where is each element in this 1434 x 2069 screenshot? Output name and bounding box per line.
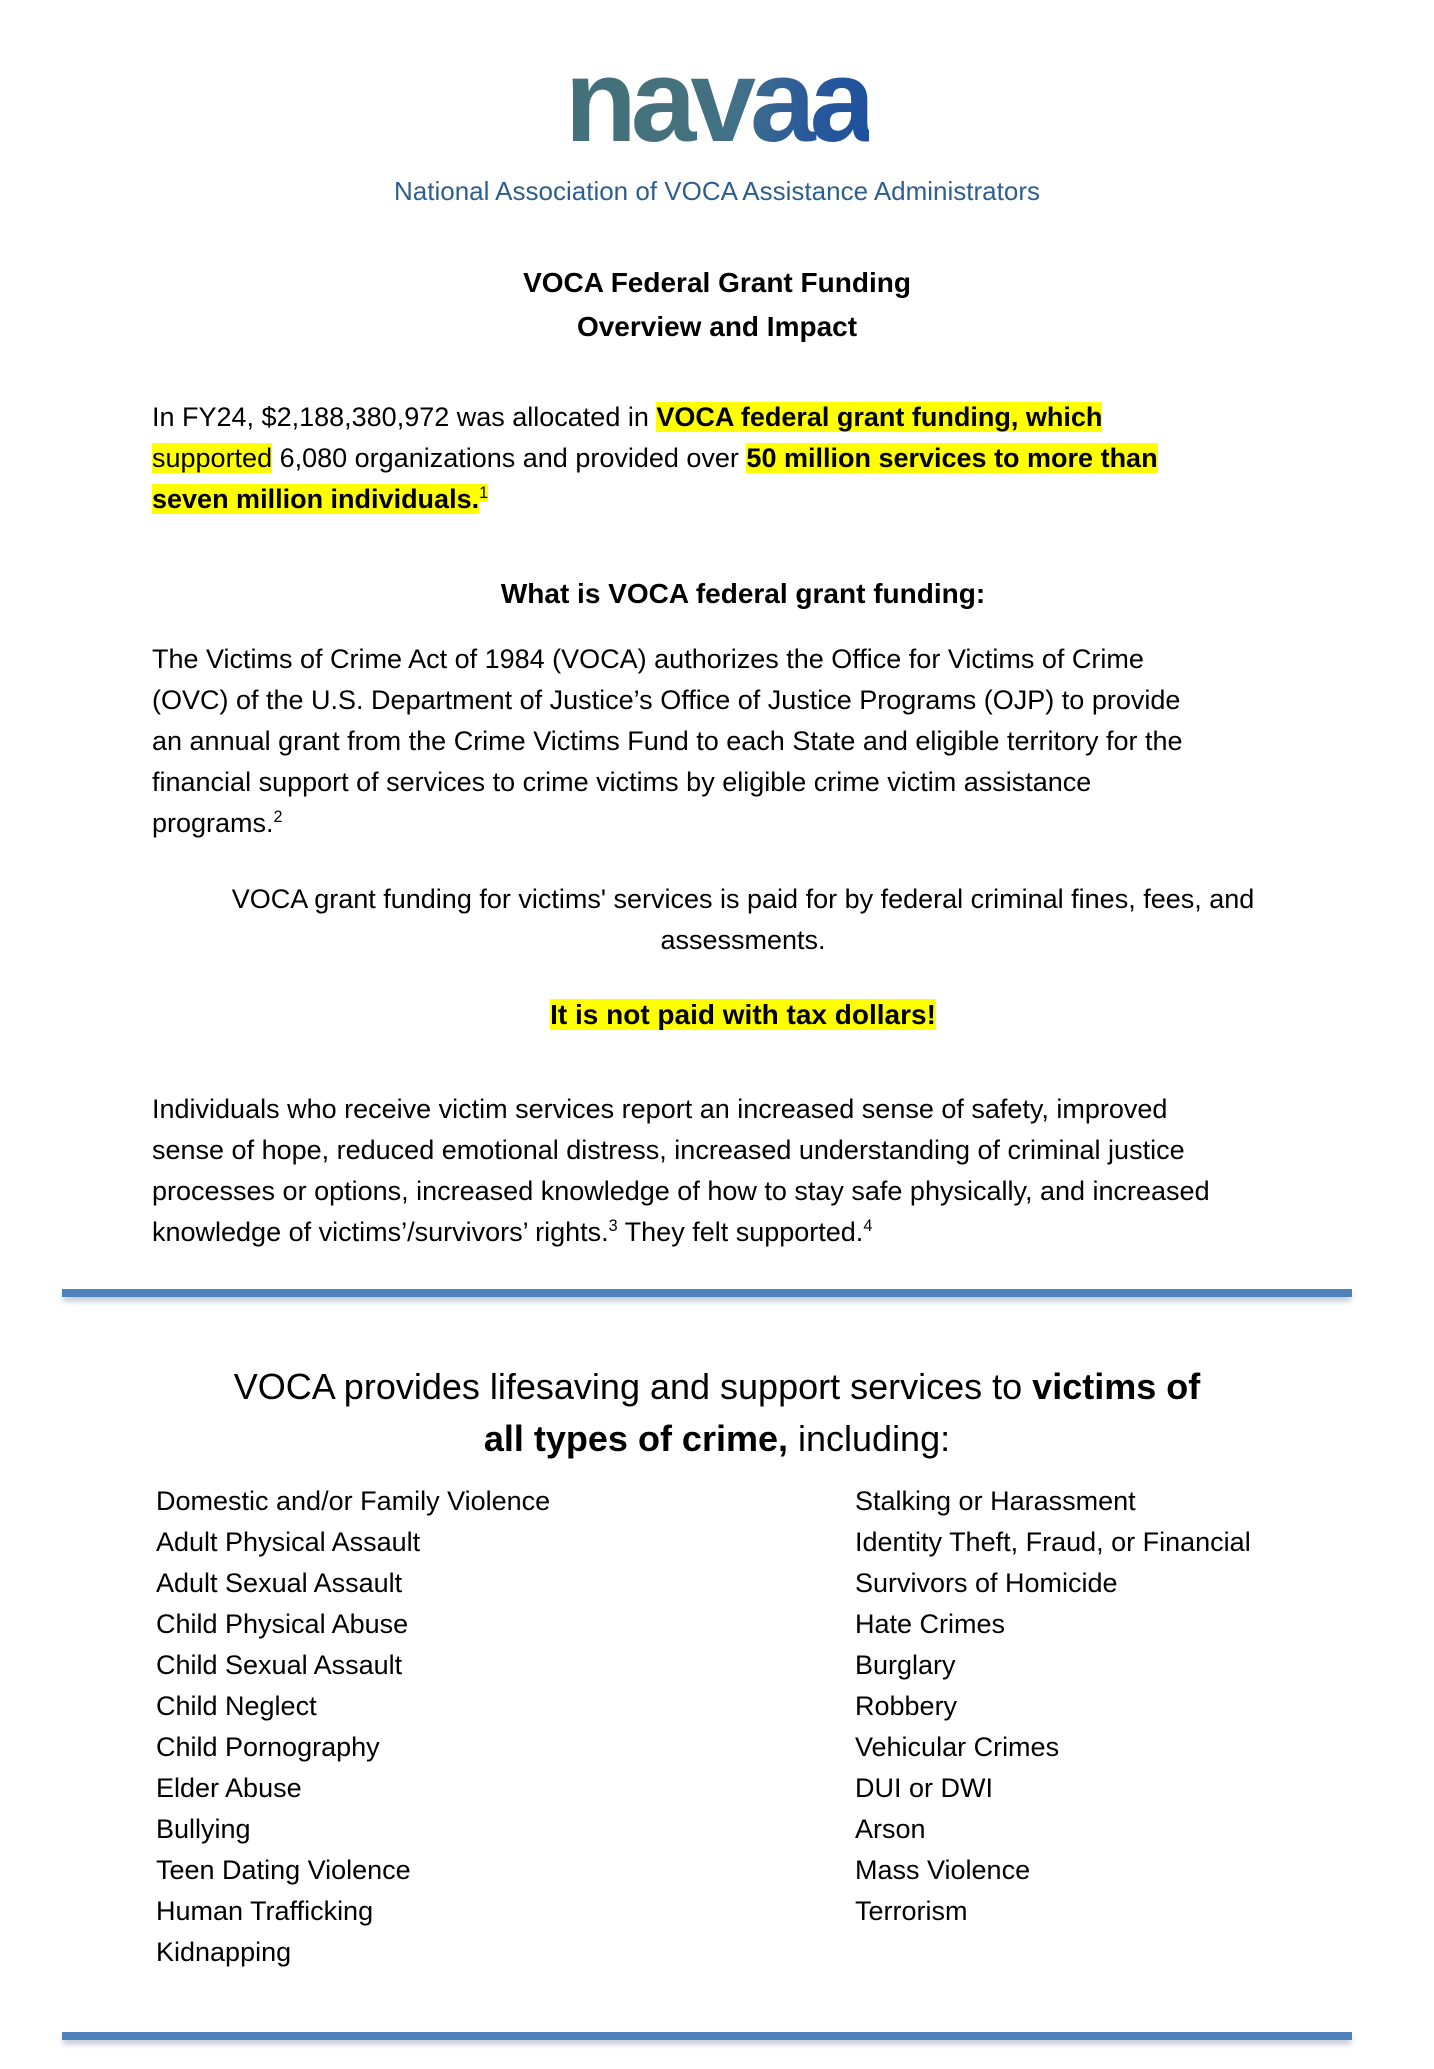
crime-type-item: Stalking or Harassment xyxy=(855,1486,1136,1516)
crime-type-item: Arson xyxy=(855,1814,926,1844)
document-title xyxy=(0,261,1434,349)
document-title-line-1: VOCA Federal Grant Funding xyxy=(523,267,911,298)
logo-tagline: National Association of VOCA Assistance Administrators xyxy=(394,176,1040,206)
crime-type-item: Child Neglect xyxy=(156,1691,317,1721)
section-subheading: What is VOCA federal grant funding: xyxy=(500,578,986,609)
crime-type-item: Child Sexual Assault xyxy=(156,1650,403,1680)
footnote-ref: 3 xyxy=(608,1217,618,1235)
crime-type-item: Mass Violence xyxy=(855,1855,1031,1885)
crime-type-item: Bullying xyxy=(156,1814,251,1844)
crime-type-item: Child Physical Abuse xyxy=(156,1609,409,1639)
crime-type-item: Hate Crimes xyxy=(855,1609,1006,1639)
crime-type-item: Adult Physical Assault xyxy=(156,1527,421,1557)
crime-type-item: Robbery xyxy=(855,1691,958,1721)
crime-type-item: Teen Dating Violence xyxy=(156,1855,411,1885)
tax-dollars-banner: It is not paid with tax dollars! xyxy=(550,999,936,1030)
services-heading: VOCA provides lifesaving and support services to victims of all types of crime, including: xyxy=(233,1366,1201,1459)
crime-type-item: Kidnapping xyxy=(156,1937,292,1967)
crime-types-list xyxy=(0,1481,1434,1973)
footnote-ref: 2 xyxy=(273,808,283,826)
crime-type-item: Adult Sexual Assault xyxy=(156,1568,403,1598)
navaa-logo-text: navaa xyxy=(564,35,870,167)
crime-type-item: Burglary xyxy=(855,1650,956,1680)
navaa-logo xyxy=(0,35,1434,167)
footnote-ref: 4 xyxy=(863,1217,873,1235)
crime-type-item: Human Trafficking xyxy=(156,1896,374,1926)
crime-type-item: Child Pornography xyxy=(156,1732,380,1762)
crime-type-item: Survivors of Homicide xyxy=(855,1568,1118,1598)
crime-type-item: Domestic and/or Family Violence xyxy=(156,1486,551,1516)
impact-paragraph: Individuals who receive victim services report an increased sense of safety, improved sense of hope, reduced emotional distress, increased understanding of criminal justice processes or options, increased knowledge of how to stay safe physically, and increased knowledge of victims’/survivors’ rights.$^3$ They felt supported.$^4$ xyxy=(152,1094,1210,1247)
intro-paragraph: In FY24, $2,188,380,972 was allocated in VOCA federal grant funding, which supported 6,080 organizations and provided over 50 million services to more than seven million individuals.$^1$ xyxy=(152,402,1158,514)
section-divider-top xyxy=(62,1289,1352,1297)
section-divider-bottom xyxy=(62,2032,1352,2040)
crime-type-item: DUI or DWI xyxy=(855,1773,993,1803)
funding-source-paragraph: VOCA grant funding for victims' services is paid for by federal criminal fines, fees, and assessments. xyxy=(231,884,1255,955)
crime-type-item: Vehicular Crimes xyxy=(855,1732,1060,1762)
crime-types-column-right xyxy=(855,1481,1434,1973)
crime-type-item: Terrorism xyxy=(855,1896,968,1926)
crime-type-item: Elder Abuse xyxy=(156,1773,302,1803)
crime-types-column-left xyxy=(156,1481,855,1973)
voca-definition-paragraph: The Victims of Crime Act of 1984 (VOCA) authorizes the Office for Victims of Crime (OVC) of the U.S. Department of Justice’s Office of Justice Programs (OJP) to provide an annual grant from the Crime Victims Fund to each State and eligible territory for the financial support of services to crime victims by eligible crime victim assistance programs.$^2$ xyxy=(152,644,1183,838)
footnote-ref: 1 xyxy=(479,484,489,502)
crime-type-item: Identity Theft, Fraud, or Financial xyxy=(855,1527,1251,1557)
body-content xyxy=(0,397,1434,1253)
document-title-line-2: Overview and Impact xyxy=(576,311,858,342)
